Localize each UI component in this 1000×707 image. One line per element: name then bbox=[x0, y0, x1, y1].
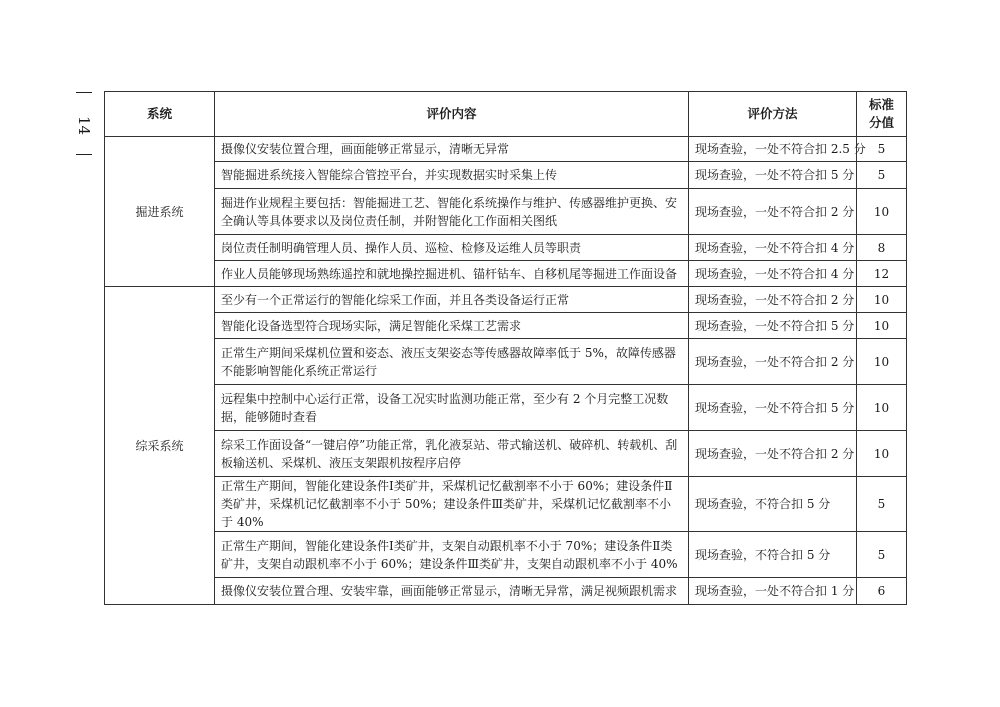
table-row bbox=[105, 137, 907, 162]
content-cell: 作业人员能够现场熟练遥控和就地操控掘进机、锚杆钻车、自移机尾等掘进工作面设备 bbox=[215, 261, 689, 287]
score-cell: 5 bbox=[857, 477, 907, 532]
content-cell: 岗位责任制明确管理人员、操作人员、巡检、检修及运维人员等职责 bbox=[215, 235, 689, 261]
table-row bbox=[105, 385, 907, 431]
method-cell: 现场查验，一处不符合扣 2 分 bbox=[689, 339, 857, 385]
content-cell: 摄像仪安装位置合理、安装牢靠，画面能够正常显示，清晰无异常，满足视频跟机需求 bbox=[215, 578, 689, 605]
content-cell: 正常生产期间采煤机位置和姿态、液压支架姿态等传感器故障率低于 5%，故障传感器不能影响智能化系统正常运行 bbox=[215, 339, 689, 385]
score-cell: 8 bbox=[857, 235, 907, 261]
score-cell: 12 bbox=[857, 261, 907, 287]
table-row bbox=[105, 578, 907, 605]
content-cell: 智能化设备选型符合现场实际，满足智能化采煤工艺需求 bbox=[215, 313, 689, 339]
table-row bbox=[105, 313, 907, 339]
table-row bbox=[105, 339, 907, 385]
page-number bbox=[72, 92, 96, 158]
method-cell: 现场查验，一处不符合扣 5 分 bbox=[689, 385, 857, 431]
table-row bbox=[105, 532, 907, 578]
evaluation-table bbox=[104, 91, 907, 605]
score-cell: 5 bbox=[857, 532, 907, 578]
header-system: 系统 bbox=[105, 92, 215, 137]
table-row bbox=[105, 431, 907, 477]
content-cell: 远程集中控制中心运行正常，设备工况实时监测功能正常，至少有 2 个月完整工况数据，能够随时查看 bbox=[215, 385, 689, 431]
method-cell: 现场查验，一处不符合扣 2 分 bbox=[689, 189, 857, 235]
score-cell: 10 bbox=[857, 287, 907, 313]
system-cell: 掘进系统 bbox=[105, 137, 215, 287]
header-content: 评价内容 bbox=[215, 92, 689, 137]
content-cell: 摄像仪安装位置合理，画面能够正常显示，清晰无异常 bbox=[215, 137, 689, 162]
score-cell: 10 bbox=[857, 385, 907, 431]
method-cell: 现场查验，一处不符合扣 2 分 bbox=[689, 287, 857, 313]
page-number-text: 14 bbox=[75, 116, 93, 136]
score-cell: 6 bbox=[857, 578, 907, 605]
method-cell: 现场查验，不符合扣 5 分 bbox=[689, 477, 857, 532]
method-cell: 现场查验，一处不符合扣 5 分 bbox=[689, 313, 857, 339]
score-cell: 10 bbox=[857, 431, 907, 477]
table-row bbox=[105, 477, 907, 532]
content-cell: 掘进作业规程主要包括：智能掘进工艺、智能化系统操作与维护、传感器维护更换、安全确认等具体要求以及岗位责任制，并附智能化工作面相关图纸 bbox=[215, 189, 689, 235]
method-cell: 现场查验，一处不符合扣 5 分 bbox=[689, 162, 857, 189]
content-cell: 至少有一个正常运行的智能化综采工作面，并且各类设备运行正常 bbox=[215, 287, 689, 313]
content-cell: 正常生产期间，智能化建设条件Ⅰ类矿井，采煤机记忆截割率不小于 60%；建设条件Ⅱ类矿井，采煤机记忆截割率不小于 50%；建设条件Ⅲ类矿井，采煤机记忆截割率不小于 40% bbox=[215, 477, 689, 532]
header-score: 标准分值 bbox=[857, 92, 907, 137]
content-cell: 正常生产期间，智能化建设条件Ⅰ类矿井，支架自动跟机率不小于 70%；建设条件Ⅱ类矿井，支架自动跟机率不小于 60%；建设条件Ⅲ类矿井，支架自动跟机率不小于 40% bbox=[215, 532, 689, 578]
score-cell: 10 bbox=[857, 189, 907, 235]
header-method: 评价方法 bbox=[689, 92, 857, 137]
table-row bbox=[105, 189, 907, 235]
method-cell: 现场查验，一处不符合扣 2.5 分 bbox=[689, 137, 857, 162]
content-cell: 综采工作面设备“一键启停”功能正常，乳化液泵站、带式输送机、破碎机、转载机、刮板输送机、采煤机、液压支架跟机按程序启停 bbox=[215, 431, 689, 477]
table-row bbox=[105, 162, 907, 189]
method-cell: 现场查验，一处不符合扣 4 分 bbox=[689, 235, 857, 261]
score-cell: 5 bbox=[857, 137, 907, 162]
method-cell: 现场查验，不符合扣 5 分 bbox=[689, 532, 857, 578]
score-cell: 10 bbox=[857, 313, 907, 339]
page-number-dash-bottom bbox=[76, 154, 92, 155]
table-header-row bbox=[105, 92, 907, 137]
method-cell: 现场查验，一处不符合扣 2 分 bbox=[689, 431, 857, 477]
table-row bbox=[105, 235, 907, 261]
method-cell: 现场查验，一处不符合扣 1 分 bbox=[689, 578, 857, 605]
system-cell: 综采系统 bbox=[105, 287, 215, 605]
score-cell: 5 bbox=[857, 162, 907, 189]
table-row bbox=[105, 287, 907, 313]
method-cell: 现场查验，一处不符合扣 4 分 bbox=[689, 261, 857, 287]
content-cell: 智能掘进系统接入智能综合管控平台，并实现数据实时采集上传 bbox=[215, 162, 689, 189]
page-number-dash-top bbox=[76, 92, 92, 93]
score-cell: 10 bbox=[857, 339, 907, 385]
table-row bbox=[105, 261, 907, 287]
